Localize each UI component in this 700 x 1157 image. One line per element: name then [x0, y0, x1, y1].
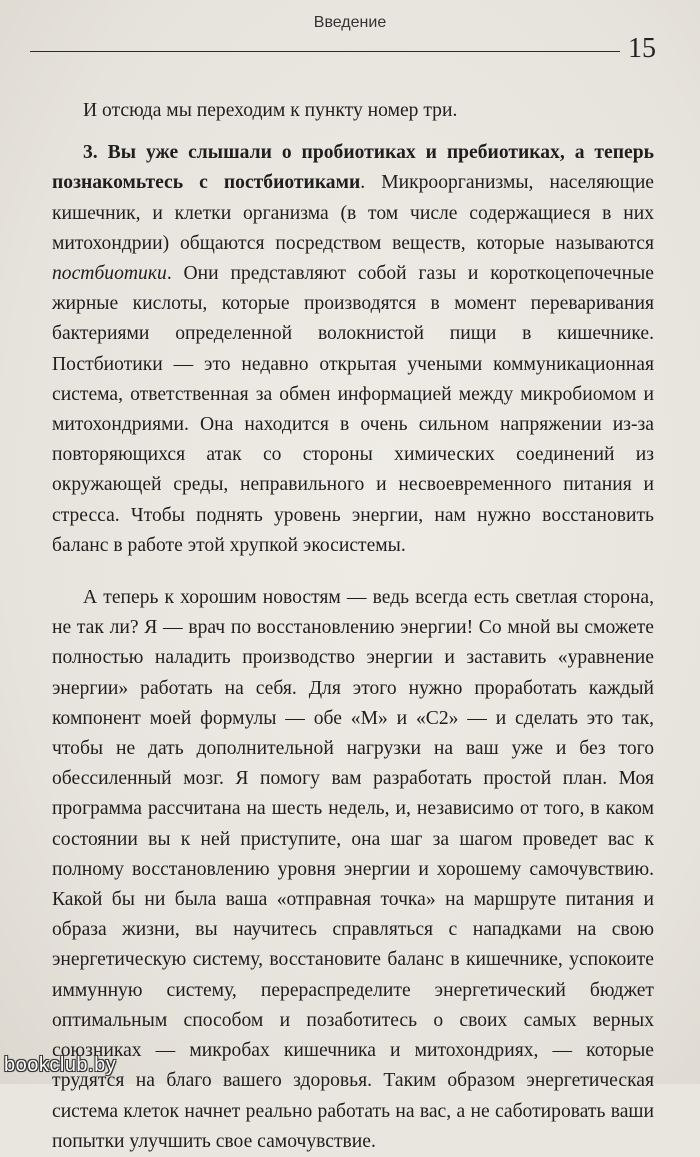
page-number: 15 — [628, 33, 656, 64]
running-title: Введение — [313, 14, 387, 31]
item-text-after-term: . Они представляют собой газы и короткоцепочечные жирные кислоты, которые производятся в момент переваривания бактериями определенной волокнистой пищи в кишечнике. Постбиотики — это недавно открытая учеными коммуникационная система, ответственная за обмен информацией между микробиомом и митохондриями. Она находится в очень сильном напряжении из-за повторяющихся атак со стороны химических соединений из окружающей среды, неправильного и несвоевременного питания и стресса. Чтобы поднять уровень энергии, нам нужно восстановить баланс в работе этой хрупкой экосистемы. — [52, 263, 654, 556]
item-text-before-term: . Микроорганизмы, населяющие кишечник, и клетки организма (в том числе содержащиеся в них митохондрии) общаются посредством веществ, которые называются — [52, 172, 654, 254]
item-number: 3. — [83, 142, 98, 164]
good-news-paragraph: А теперь к хорошим новостям — ведь всегда есть светлая сторона, не так ли? Я — врач по восстановлению энергии! Со мной вы сможете полностью наладить производство энергии и заставить «уравнение энергии» работать на себя. Для этого нужно проработать каждый компонент моей формулы — обе «М» и «С2» — и сделать это так, чтобы не дать дополнительной нагрузки на ваш уже и без того обессиленный мозг. Я помогу вам разработать простой план. Моя программа рассчитана на шесть недель, и, независимо от того, в каком состоянии вы к ней приступите, она шаг за шагом проведет вас к полному восстановлению уровня энергии и хорошему самочувствию. Какой бы ни была ваша «отправная точка» на маршруте питания и образа жизни, вы научитесь справляться с нападками на свою энергетическую систему, восстановите баланс в кишечнике, успокоите иммунную систему, перераспределите энергетический бюджет оптимальным способом и позаботитесь о своих самых верных союзниках — микробах кишечника и митохондриях, — которые трудятся на благо вашего здоровья. Таким образом энергетическая система клеток начнет реально работать на вас, а не саботировать ваши попытки улучшить свое самочувствие. — [52, 587, 654, 1152]
header-rule — [30, 51, 620, 52]
watermark-text: bookclub.by — [4, 1054, 117, 1076]
item-term-italic: постбиотики — [52, 263, 167, 285]
item-lead-bold: Вы уже слышали о пробиотиках и пребиотиках, а теперь познакомьтесь с постбиотиками — [52, 142, 655, 194]
body-text — [52, 96, 654, 1157]
intro-paragraph: И отсюда мы переходим к пункту номер три. — [83, 100, 458, 121]
list-item-3 — [52, 138, 654, 561]
